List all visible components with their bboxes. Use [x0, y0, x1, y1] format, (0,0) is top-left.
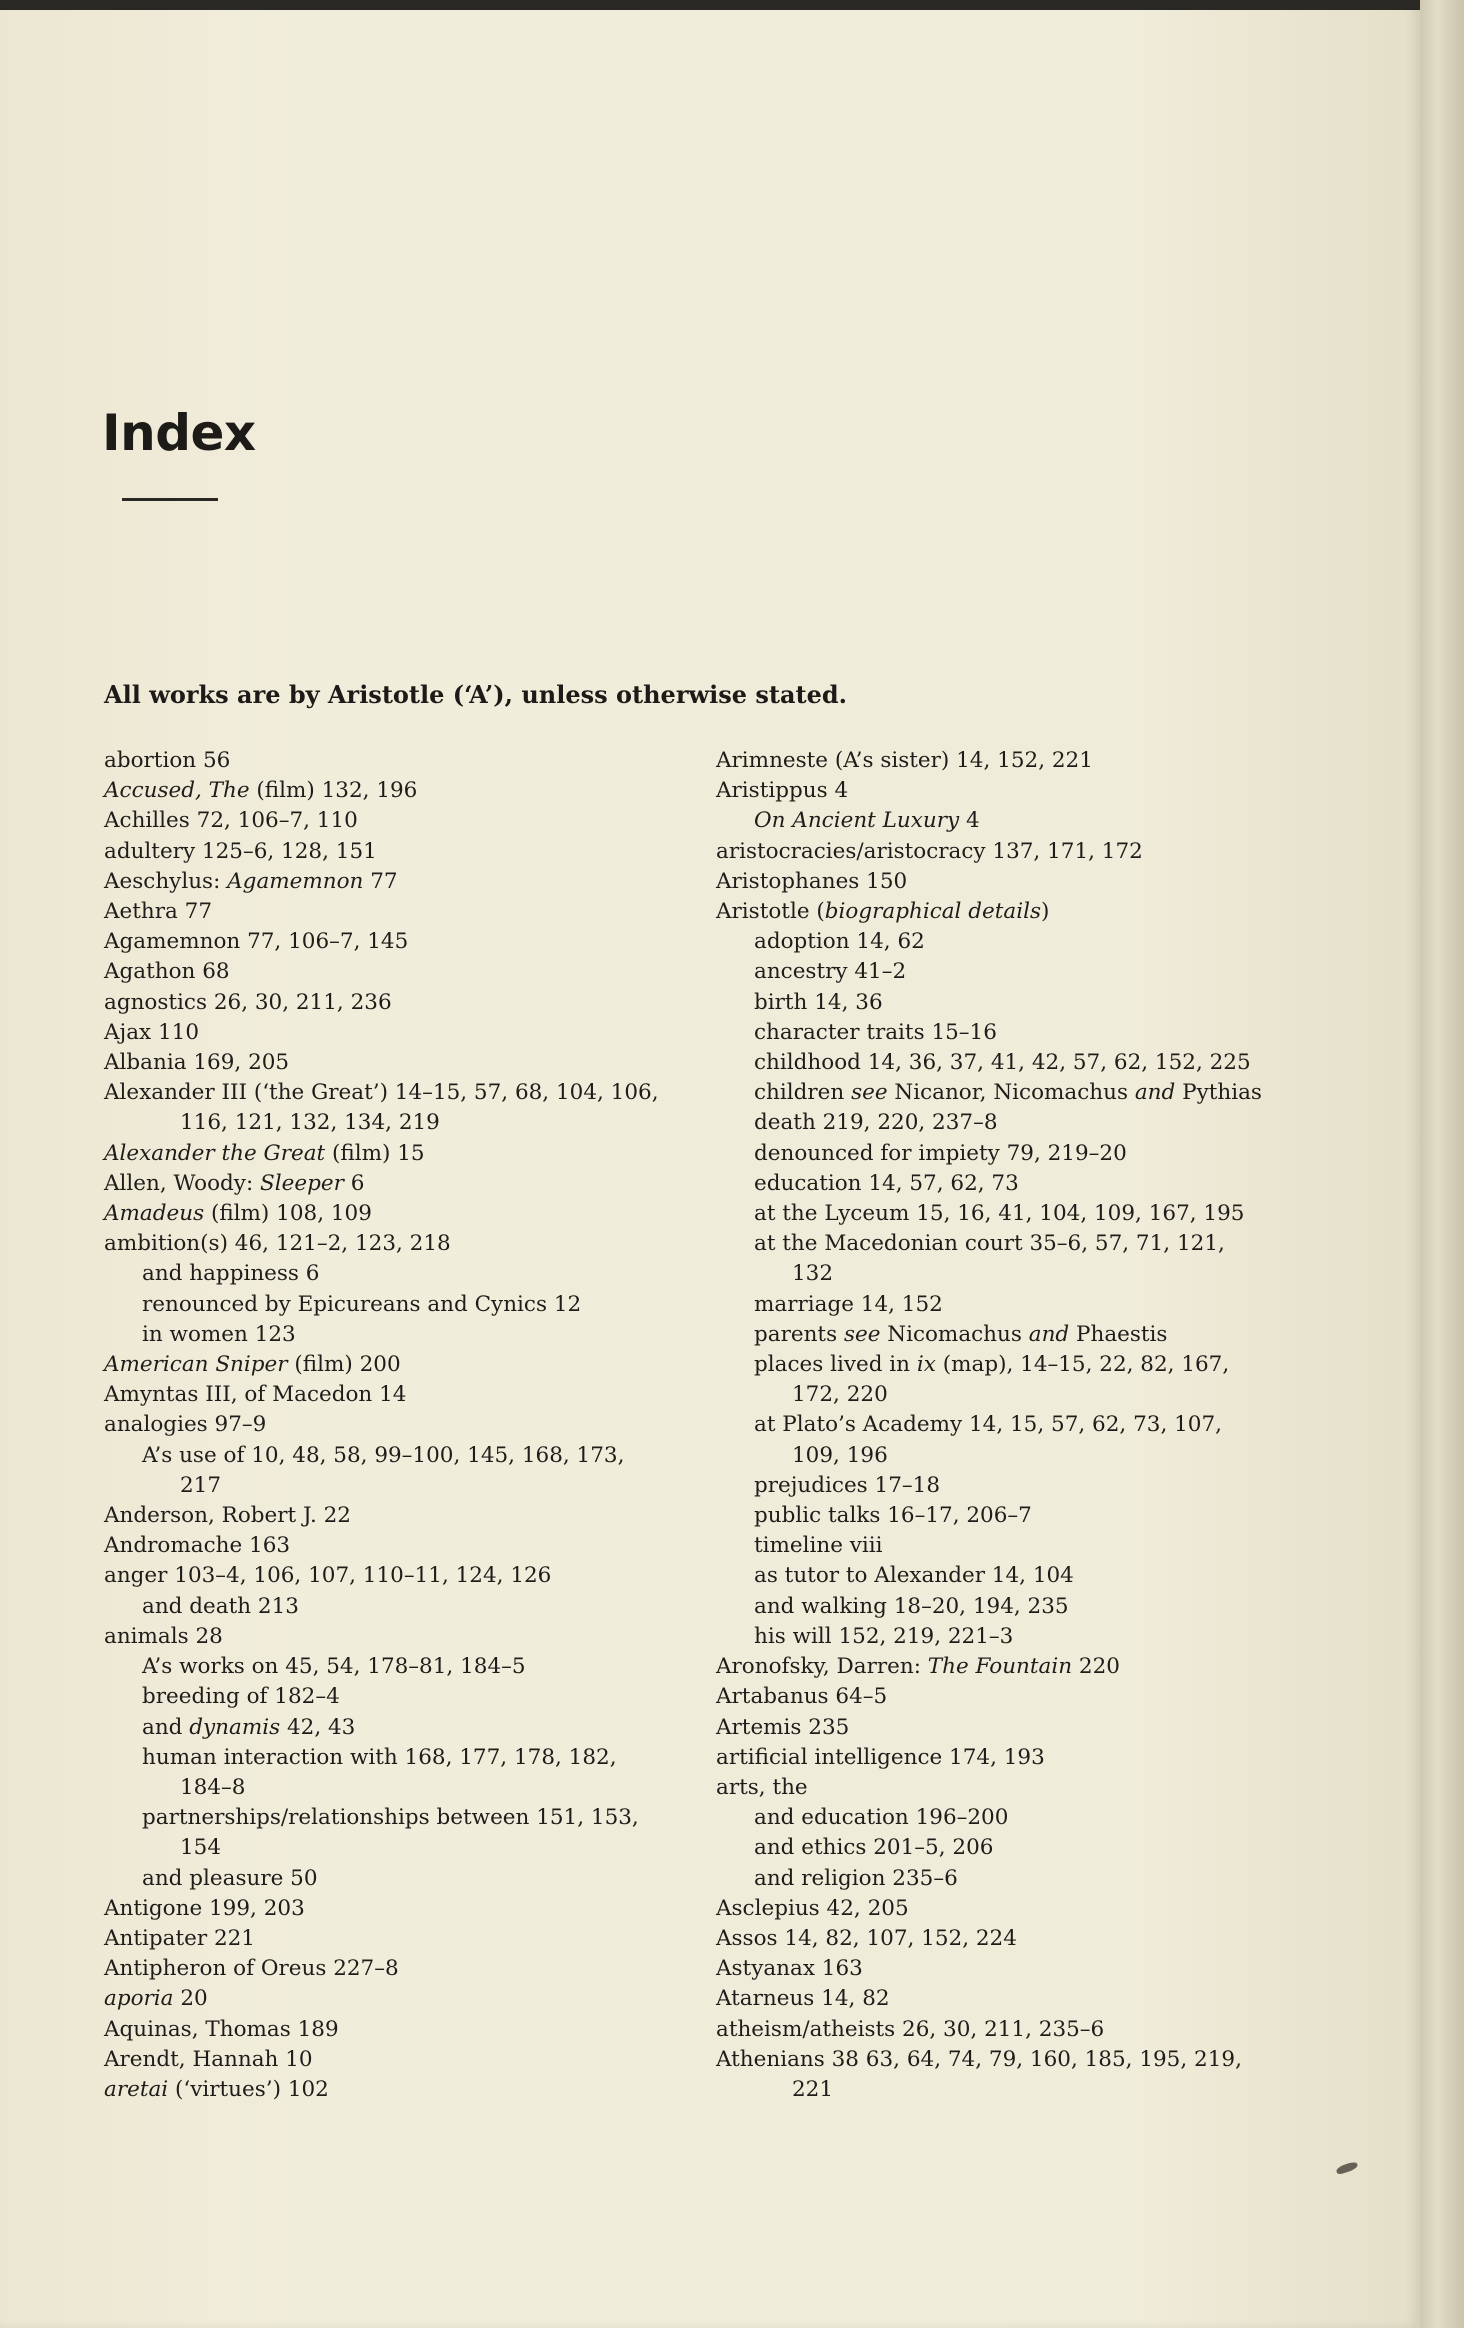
index-entry	[104, 1894, 704, 1924]
page-top-shadow	[0, 0, 1420, 10]
index-entry	[716, 1833, 1316, 1863]
index-entry	[104, 1139, 704, 1169]
index-entry	[716, 1078, 1316, 1108]
index-entry	[104, 1803, 704, 1833]
index-entry-text: Aethra 77	[104, 899, 213, 925]
index-entry-text: adultery 125–6, 128, 151	[104, 838, 377, 864]
index-entry	[716, 1561, 1316, 1591]
index-entry	[716, 1682, 1316, 1712]
index-entry-text: birth 14, 36	[754, 989, 883, 1015]
index-entry-italic-text: and	[1028, 1321, 1070, 1347]
index-entry	[716, 1773, 1316, 1803]
index-entry-text: (film) 15	[325, 1140, 425, 1166]
index-entry	[104, 867, 704, 897]
index-entry-text: Astyanax 163	[716, 1956, 863, 1982]
index-entry-text: atheism/atheists 26, 30, 211, 235–6	[716, 2016, 1105, 2042]
index-entry	[716, 776, 1316, 806]
index-entry	[716, 1199, 1316, 1229]
index-entry	[104, 1622, 704, 1652]
index-entry-text: renounced by Epicureans and Cynics 12	[142, 1291, 582, 1317]
index-entry	[716, 1229, 1316, 1259]
index-entry	[716, 1743, 1316, 1773]
index-entry	[104, 2045, 704, 2075]
index-entry	[716, 1592, 1316, 1622]
index-entry	[716, 1380, 1316, 1410]
index-entry	[104, 1833, 704, 1863]
index-entry-text: Assos 14, 82, 107, 152, 224	[716, 1925, 1017, 1951]
index-entry-text: education 14, 57, 62, 73	[754, 1170, 1019, 1196]
index-entry	[716, 897, 1316, 927]
index-entry-text: parents	[754, 1321, 844, 1347]
index-entry	[716, 1924, 1316, 1954]
index-entry	[104, 1924, 704, 1954]
index-entry-text: character traits 15–16	[754, 1019, 997, 1045]
index-entry	[716, 1894, 1316, 1924]
index-entry	[104, 806, 704, 836]
index-entry-text: childhood 14, 36, 37, 41, 42, 57, 62, 152, 225	[754, 1050, 1251, 1076]
index-entry-text: 221	[792, 2076, 834, 2102]
index-entry	[716, 1108, 1316, 1138]
index-entry-text: Aeschylus:	[104, 868, 228, 894]
index-entry	[104, 1108, 704, 1138]
index-entry	[716, 2045, 1316, 2075]
index-entry-text: Aristotle (	[716, 899, 825, 925]
index-entry	[104, 746, 704, 776]
index-entry-text: timeline viii	[754, 1533, 883, 1559]
index-entry-text: 4	[959, 808, 980, 834]
index-entry-italic-text: Agamemnon	[227, 868, 364, 894]
index-entry	[104, 957, 704, 987]
index-entry-text: and death 213	[142, 1593, 299, 1619]
index-entry	[716, 746, 1316, 776]
index-entry	[104, 1561, 704, 1591]
index-entry	[104, 1320, 704, 1350]
index-entry-italic-text: On Ancient Luxury	[754, 808, 960, 834]
index-entry	[104, 1501, 704, 1531]
index-entry-text: at the Macedonian court 35–6, 57, 71, 121,	[754, 1231, 1225, 1257]
index-entry-text: Achilles 72, 106–7, 110	[104, 808, 358, 834]
index-entry	[104, 1441, 704, 1471]
index-entry-text: ancestry 41–2	[754, 959, 907, 985]
index-entry-italic-text: Sleeper	[260, 1170, 344, 1196]
index-entry-text: Aristophanes 150	[716, 868, 908, 894]
index-entry-text: and pleasure 50	[142, 1865, 318, 1891]
index-entry	[104, 1531, 704, 1561]
index-entry-text: breeding of 182–4	[142, 1684, 340, 1710]
index-entry	[104, 1048, 704, 1078]
index-entry-text: Arendt, Hannah 10	[104, 2046, 313, 2072]
index-entry	[716, 806, 1316, 836]
index-entry-italic-text: see	[851, 1080, 888, 1106]
index-entry	[716, 1501, 1316, 1531]
index-entry-italic-text: and	[1134, 1080, 1176, 1106]
index-entry	[104, 1350, 704, 1380]
index-entry-text: and	[142, 1714, 190, 1740]
index-entry-text: Nicomachus	[880, 1321, 1029, 1347]
index-entry-text: human interaction with 168, 177, 178, 182,	[142, 1744, 617, 1770]
index-entry-text: 77	[363, 868, 398, 894]
index-entry-text: partnerships/relationships between 151, 153,	[142, 1805, 639, 1831]
index-entry-text: 20	[173, 1986, 208, 2012]
index-entry-italic-text: aretai	[104, 2076, 169, 2102]
index-entry-text: (film) 132, 196	[249, 778, 418, 804]
index-entry-text: in women 123	[142, 1321, 296, 1347]
index-entry-text: Phaestis	[1069, 1321, 1168, 1347]
index-entry-text: death 219, 220, 237–8	[754, 1110, 998, 1136]
index-entry	[104, 1743, 704, 1773]
index-entry-italic-text: Alexander the Great	[104, 1140, 326, 1166]
index-entry-italic-text: Amadeus	[104, 1201, 205, 1227]
index-entry	[716, 1441, 1316, 1471]
index-entry-text: Alexander III (‘the Great’) 14–15, 57, 68, 104, 106,	[104, 1080, 659, 1106]
index-entry-italic-text: biographical details	[824, 899, 1041, 925]
index-entry	[104, 1592, 704, 1622]
index-entry-text: public talks 16–17, 206–7	[754, 1503, 1032, 1529]
index-entry-italic-text: see	[843, 1321, 881, 1347]
index-entry-text: agnostics 26, 30, 211, 236	[104, 989, 392, 1015]
index-entry	[104, 1078, 704, 1108]
index-entry	[104, 1199, 704, 1229]
title-underline	[122, 498, 218, 501]
index-entry	[104, 1652, 704, 1682]
index-entry-text: as tutor to Alexander 14, 104	[754, 1563, 1074, 1589]
index-entry-italic-text: ix	[916, 1352, 936, 1378]
index-column-right	[716, 746, 1316, 2105]
index-entry-text: analogies 97–9	[104, 1412, 267, 1438]
index-entry-text: ambition(s) 46, 121–2, 123, 218	[104, 1231, 451, 1257]
index-entry	[104, 927, 704, 957]
index-entry	[716, 1320, 1316, 1350]
index-entry-text: 172, 220	[792, 1382, 888, 1408]
index-entry-text: Pythias	[1175, 1080, 1262, 1106]
index-entry	[716, 1864, 1316, 1894]
index-entry-text: 42, 43	[280, 1714, 356, 1740]
index-entry	[104, 1380, 704, 1410]
index-entry	[104, 1864, 704, 1894]
index-entry-text: children	[754, 1080, 852, 1106]
index-entry-text: Artabanus 64–5	[716, 1684, 888, 1710]
index-entry-italic-text: Accused, The	[104, 778, 250, 804]
index-entry	[104, 1169, 704, 1199]
index-entry-text: Agamemnon 77, 106–7, 145	[104, 929, 409, 955]
index-entry	[104, 1713, 704, 1743]
index-entry	[104, 837, 704, 867]
index-entry	[104, 1229, 704, 1259]
index-entry-text: Allen, Woody:	[104, 1170, 261, 1196]
index-entry	[104, 2015, 704, 2045]
index-entry-text: animals 28	[104, 1623, 223, 1649]
index-entry-text: Antipheron of Oreus 227–8	[104, 1956, 399, 1982]
index-entry-text: and walking 18–20, 194, 235	[754, 1593, 1069, 1619]
index-entry-text: 132	[792, 1261, 834, 1287]
index-entry-text: Albania 169, 205	[104, 1050, 290, 1076]
index-entry-italic-text: American Sniper	[104, 1352, 288, 1378]
index-entry-text: Nicanor, Nicomachus	[887, 1080, 1135, 1106]
index-entry	[104, 2075, 704, 2105]
index-entry-text: Andromache 163	[104, 1533, 291, 1559]
index-entry	[104, 1984, 704, 2014]
index-entry	[716, 988, 1316, 1018]
index-entry-text: Antigone 199, 203	[104, 1895, 305, 1921]
index-entry-text: A’s works on 45, 54, 178–81, 184–5	[142, 1654, 526, 1680]
index-entry	[716, 957, 1316, 987]
index-entry-text: 109, 196	[792, 1442, 888, 1468]
index-entry-text: Aristippus 4	[716, 778, 849, 804]
index-entry-text: and education 196–200	[754, 1805, 1009, 1831]
index-entry	[104, 1259, 704, 1289]
index-entry-text: 184–8	[180, 1774, 246, 1800]
index-entry	[716, 1410, 1316, 1440]
index-entry-text: Athenians 38 63, 64, 74, 79, 160, 185, 195, 219,	[716, 2046, 1242, 2072]
index-entry	[104, 1954, 704, 1984]
index-entry	[716, 1531, 1316, 1561]
index-entry	[716, 1350, 1316, 1380]
index-entry	[716, 1139, 1316, 1169]
index-entry	[716, 1803, 1316, 1833]
index-entry-text: anger 103–4, 106, 107, 110–11, 124, 126	[104, 1563, 552, 1589]
index-entry	[104, 1018, 704, 1048]
index-entry-text: Aquinas, Thomas 189	[104, 2016, 339, 2042]
index-entry-text: Anderson, Robert J. 22	[104, 1503, 351, 1529]
index-entry-text: 116, 121, 132, 134, 219	[180, 1110, 440, 1136]
index-entry-text: )	[1041, 899, 1050, 925]
page-title: Index	[102, 404, 256, 462]
index-entry-text: adoption 14, 62	[754, 929, 925, 955]
index-entry	[716, 927, 1316, 957]
index-entry-text: Amyntas III, of Macedon 14	[104, 1382, 407, 1408]
index-entry-text: Antipater 221	[104, 1925, 255, 1951]
index-entry-text: 154	[180, 1835, 222, 1861]
index-entry-text: his will 152, 219, 221–3	[754, 1623, 1014, 1649]
index-entry-text: marriage 14, 152	[754, 1291, 943, 1317]
index-entry-text: places lived in	[754, 1352, 917, 1378]
index-entry-text: and religion 235–6	[754, 1865, 958, 1891]
index-entry-text: Arimneste (A’s sister) 14, 152, 221	[716, 748, 1093, 773]
index-entry	[716, 1290, 1316, 1320]
index-entry	[104, 897, 704, 927]
index-entry-text: aristocracies/aristocracy 137, 171, 172	[716, 838, 1143, 864]
index-entry	[716, 1954, 1316, 1984]
index-entry-text: artificial intelligence 174, 193	[716, 1744, 1045, 1770]
index-entry	[716, 2075, 1316, 2105]
index-entry-italic-text: aporia	[104, 1986, 174, 2012]
index-column-left	[104, 746, 704, 2105]
index-entry-text: and ethics 201–5, 206	[754, 1835, 994, 1861]
index-entry-text: Artemis 235	[716, 1714, 850, 1740]
index-entry	[716, 1471, 1316, 1501]
index-entry-text: 220	[1072, 1654, 1120, 1680]
index-entry-text: abortion 56	[104, 748, 231, 773]
index-entry	[716, 1652, 1316, 1682]
index-entry-text: Ajax 110	[104, 1019, 200, 1045]
index-entry	[716, 867, 1316, 897]
index-entry-text: Aronofsky, Darren:	[716, 1654, 928, 1680]
index-entry	[716, 1713, 1316, 1743]
index-entry	[104, 1682, 704, 1712]
index-entry	[716, 1984, 1316, 2014]
index-entry	[104, 1410, 704, 1440]
index-entry-text: Agathon 68	[104, 959, 230, 985]
index-entry	[716, 1259, 1316, 1289]
index-note: All works are by Aristotle (‘A’), unless otherwise stated.	[104, 680, 848, 709]
index-entry	[716, 1018, 1316, 1048]
index-entry-text: denounced for impiety 79, 219–20	[754, 1140, 1127, 1166]
index-entry	[104, 1773, 704, 1803]
index-entry-text: Atarneus 14, 82	[716, 1986, 890, 2012]
index-entry	[716, 1169, 1316, 1199]
index-entry	[104, 1290, 704, 1320]
index-entry	[716, 2015, 1316, 2045]
index-entry-text: and happiness 6	[142, 1261, 320, 1287]
index-entry	[716, 837, 1316, 867]
index-entry-text: arts, the	[716, 1774, 808, 1800]
ink-speck	[1335, 2161, 1358, 2175]
index-entry-italic-text: dynamis	[189, 1714, 281, 1740]
index-entry-text: (‘virtues’) 102	[168, 2076, 329, 2102]
index-entry	[716, 1048, 1316, 1078]
index-entry-italic-text: The Fountain	[927, 1654, 1073, 1680]
index-entry-text: 6	[343, 1170, 365, 1196]
index-entry-text: A’s use of 10, 48, 58, 99–100, 145, 168, 173,	[142, 1442, 625, 1468]
index-entry-text: 217	[180, 1472, 222, 1498]
index-entry-text: at the Lyceum 15, 16, 41, 104, 109, 167, 195	[754, 1201, 1245, 1227]
index-entry	[104, 776, 704, 806]
index-entry-text: (film) 108, 109	[204, 1201, 372, 1227]
index-entry-text: prejudices 17–18	[754, 1472, 941, 1498]
page-edge	[1420, 0, 1464, 2328]
index-entry-text: at Plato’s Academy 14, 15, 57, 62, 73, 107,	[754, 1412, 1222, 1438]
index-entry-text: (film) 200	[287, 1352, 401, 1378]
index-entry	[104, 1471, 704, 1501]
index-entry	[716, 1622, 1316, 1652]
index-entry-text: Asclepius 42, 205	[716, 1895, 909, 1921]
index-entry-text: (map), 14–15, 22, 82, 167,	[935, 1352, 1230, 1378]
index-entry	[104, 988, 704, 1018]
